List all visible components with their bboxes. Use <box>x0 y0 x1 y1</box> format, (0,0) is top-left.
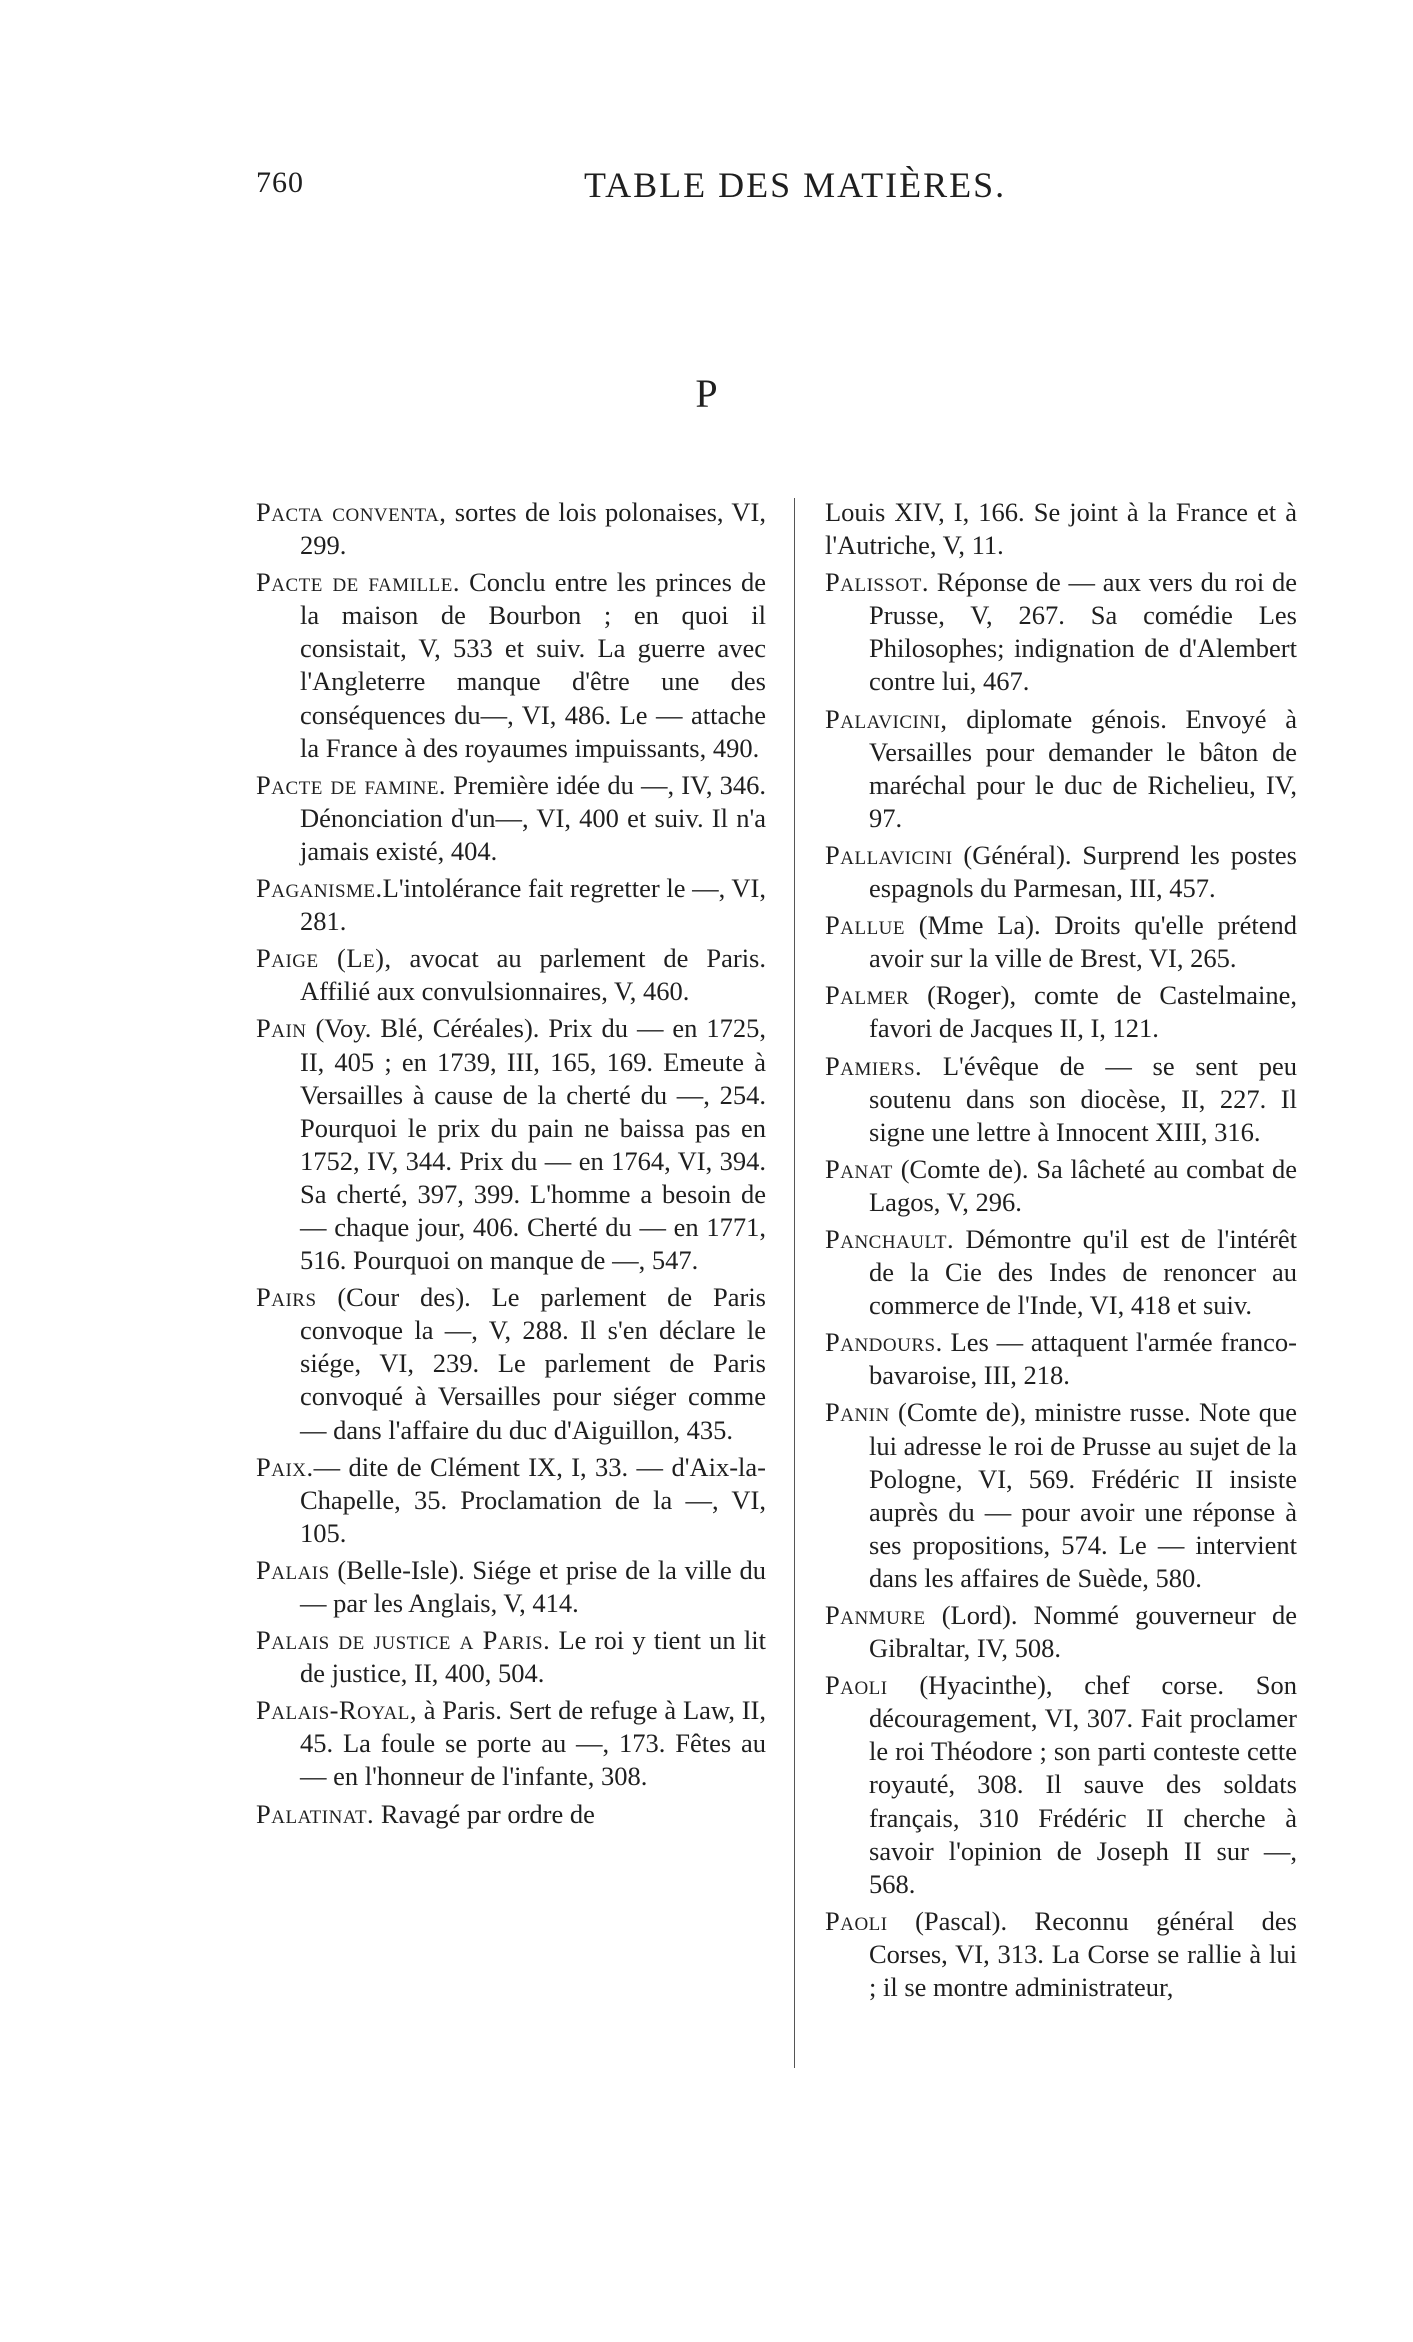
entry-headword: Palais <box>256 1554 330 1585</box>
running-title: TABLE DES MATIÈRES. <box>584 165 1007 205</box>
entry-text: (Hyacinthe), chef corse. Son découragement, VI, 307. Fait proclamer le roi Théodore ; son parti conteste cette royauté, 308. Il sauve des soldats français, 310 Frédéric II cherche à savoir l'opinion de Joseph II sur —, 568. <box>869 1670 1297 1899</box>
entry-text: (Comte de), ministre russe. Note que lui adresse le roi de Prusse au sujet de la Pologne, VI, 569. Frédéric II insiste auprès du — pour avoir une réponse à ses propositions, 574. Le — intervient dans les affaires de Suède, 580. <box>869 1397 1297 1593</box>
section-letter: P <box>695 371 718 416</box>
entry-text: (Comte de). Sa lâcheté au combat de Lagos, V, 296. <box>869 1153 1297 1217</box>
entry-text: diplomate génois. Envoyé à Versailles pour demander le bâton de maréchal pour le duc de Richelieu, IV, 97. <box>869 703 1297 833</box>
index-entry <box>256 1624 766 1690</box>
entry-text: Le roi y tient un lit de justice, II, 400, 504. <box>300 1625 766 1689</box>
index-entry <box>825 1599 1297 1665</box>
entry-text: Démontre qu'il est de l'intérêt de la Cie des Indes de renoncer au commerce de l'Inde, VI, 418 et suiv. <box>869 1223 1297 1321</box>
running-head <box>0 164 1413 212</box>
entry-text: — dite de Clément IX, I, 33. — d'Aix-la-Chapelle, 35. Proclamation de la —, VI, 105. <box>300 1451 766 1548</box>
entry-text: Première idée du —, IV, 346. Dénonciation d'un—, VI, 400 et suiv. Il n'a jamais existé, 404. <box>300 769 766 866</box>
entry-headword: Pamiers. <box>825 1050 923 1081</box>
entry-text: (Pascal). Reconnu général des Corses, VI, 313. La Corse se rallie à lui ; il se montre administrateur, <box>869 1905 1297 2003</box>
entry-headword: Pacte de famille. <box>256 567 460 598</box>
index-entry <box>825 1905 1297 2004</box>
index-entry <box>825 1326 1297 1392</box>
entry-headword: Palmer <box>825 980 910 1011</box>
entry-text: sortes de lois polonaises, VI, 299. <box>300 497 766 561</box>
entry-headword: Pallavicini <box>825 839 953 870</box>
entry-headword: Panat <box>825 1153 893 1184</box>
entry-text: (Général). Surprend les postes espagnols du Parmesan, III, 457. <box>869 839 1297 904</box>
entry-text: (Lord). Nommé gouverneur de Gibraltar, IV, 508. <box>869 1600 1297 1664</box>
entry-headword: Palatinat. <box>256 1798 375 1829</box>
index-entry <box>825 1669 1297 1901</box>
index-entry <box>256 1798 766 1831</box>
index-entry <box>256 872 766 938</box>
entry-headword: Paige (Le), <box>256 943 392 974</box>
entry-headword: Panchault. <box>825 1223 955 1254</box>
index-entry <box>825 703 1297 835</box>
entry-headword: Panmure <box>825 1600 926 1630</box>
entry-text: L'évêque de — se sent peu soutenu dans son diocèse, II, 227. Il signe une lettre à Innocent XIII, 316. <box>869 1050 1297 1147</box>
index-entry <box>256 496 766 562</box>
index-entry <box>256 1012 766 1277</box>
index-entry <box>256 1554 766 1620</box>
index-entry <box>825 979 1297 1045</box>
index-entry <box>825 1153 1297 1219</box>
left-column <box>256 496 766 1835</box>
index-entry <box>256 769 766 868</box>
entry-continuation: Louis XIV, I, 166. Se joint à la France et à l'Autriche, V, 11. <box>825 497 1297 561</box>
entry-headword: Pacta conventa, <box>256 497 447 527</box>
entry-headword: Pain <box>256 1013 307 1044</box>
index-entry <box>256 1281 766 1446</box>
index-entry <box>256 1694 766 1793</box>
entry-headword: Paoli <box>825 1670 888 1701</box>
entry-headword: Palavicini, <box>825 703 948 734</box>
entry-text: (Roger), comte de Castelmaine, favori de Jacques II, I, 121. <box>869 980 1297 1044</box>
index-entry <box>825 909 1297 975</box>
entry-text: Ravagé par ordre de <box>374 1798 595 1829</box>
entry-text: (Voy. Blé, Céréales). Prix du — en 1725, II, 405 ; en 1739, III, 165, 169. Emeute à Versailles à cause de la cherté du —, 254. Pourquoi le prix du pain ne baissa pas en 1752, IV, 344. Prix du — en 1764, VI, 394. Sa cherté, 397, 399. L'homme a besoin de — chaque jour, 406. Cherté du — en 1771, 516. Pourquoi on manque de —, 547. <box>300 1013 766 1276</box>
entry-headword: Paix. <box>256 1451 314 1482</box>
entry-text: (Belle-Isle). Siége et prise de la ville du — par les Anglais, V, 414. <box>300 1554 766 1618</box>
index-entry <box>256 566 766 765</box>
index-entry <box>825 566 1297 698</box>
entry-text: Conclu entre les princes de la maison de Bourbon ; en quoi il consistait, V, 533 et suiv. La guerre avec l'Angleterre manque d'être une des conséquences du—, VI, 486. Le — attache la France à des royaumes impuissants, 490. <box>300 567 767 763</box>
index-entry <box>256 1451 766 1550</box>
entry-headword: Paoli <box>825 1905 888 1936</box>
right-column <box>825 496 1297 2008</box>
entry-text: Réponse de — aux vers du roi de Prusse, V, 267. Sa comédie Les Philosophes; indignation de d'Alembert contre lui, 467. <box>869 567 1297 697</box>
entry-text: (Mme La). Droits qu'elle prétend avoir sur la ville de Brest, VI, 265. <box>869 910 1297 974</box>
entry-text: à Paris. Sert de refuge à Law, II, 45. La foule se porte au —, 173. Fêtes au — en l'honneur de l'infante, 308. <box>300 1695 766 1792</box>
entry-headword: Palais de justice a Paris. <box>256 1625 551 1656</box>
index-entry <box>825 839 1297 905</box>
entry-headword: Pandours. <box>825 1327 943 1358</box>
entry-headword: Pairs <box>256 1282 317 1313</box>
entry-text: Les — attaquent l'armée franco-bavaroise, III, 218. <box>869 1327 1297 1391</box>
index-entry <box>825 1396 1297 1595</box>
entry-text: L'intolérance fait regretter le —, VI, 281. <box>300 873 766 937</box>
entry-headword: Pallue <box>825 910 905 941</box>
entry-headword: Pacte de famine. <box>256 769 447 800</box>
entry-headword: Panin <box>825 1397 890 1428</box>
index-entry <box>256 942 766 1008</box>
entry-text: avocat au parlement de Paris. Affilié aux convulsionnaires, V, 460. <box>300 943 766 1007</box>
entry-headword: Palissot. <box>825 567 929 598</box>
page-number: 760 <box>256 166 304 199</box>
column-divider <box>794 498 795 2068</box>
entry-headword: Palais-Royal, <box>256 1695 417 1726</box>
index-entry <box>825 1050 1297 1149</box>
entry-text: (Cour des). Le parlement de Paris convoque la —, V, 288. Il s'en déclare le siége, VI, 239. Le parlement de Paris convoqué à Versailles pour siéger comme — dans l'affaire du duc d'Aiguillon, 435. <box>300 1282 766 1445</box>
entry-headword: Paganisme. <box>256 873 383 904</box>
index-entry <box>825 1223 1297 1322</box>
